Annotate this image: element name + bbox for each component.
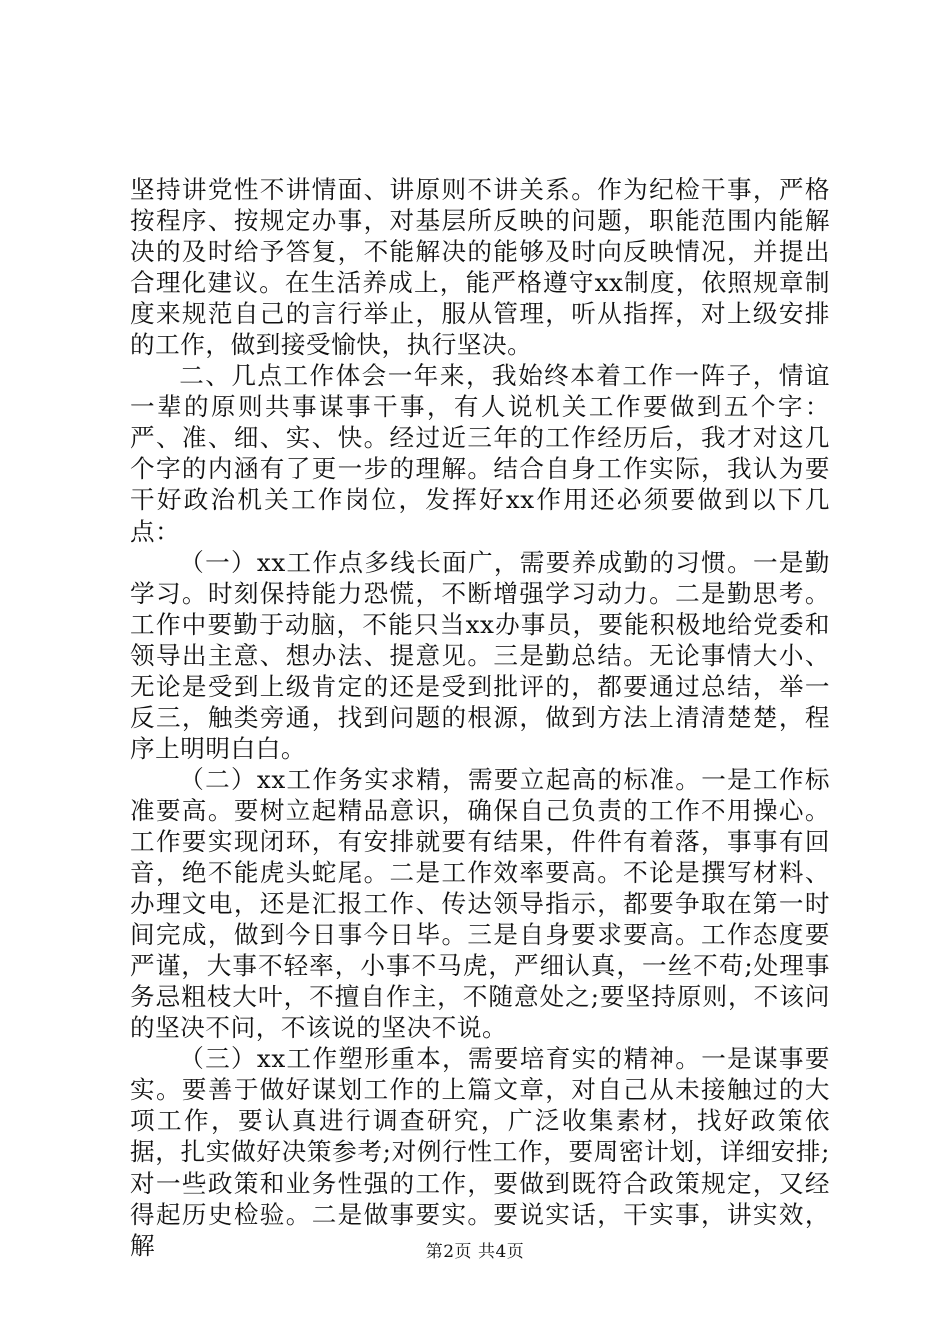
paragraph-3: （一）xx工作点多线长面广，需要养成勤的习惯。一是勤学习。时刻保持能力恐慌，不断增强学习动力。二是勤思考。工作中要勤于动脑，不能只当xx办事员，要能积极地给党委和领导出主意、想办法、提意见。三是勤总结。无论事情大小、无论是受到上级肯定的还是受到批评的，都要通过总结，举一反三，触类旁通，找到问题的根源，做到方法上清清楚楚，程序上明明白白。 <box>130 547 830 763</box>
paragraph-5: （三）xx工作塑形重本，需要培育实的精神。一是谋事要实。要善于做好谋划工作的上篇文章，对自己从未接触过的大项工作，要认真进行调查研究，广泛收集素材，找好政策依据，扎实做好决策参考;对例行性工作，要周密计划，详细安排;对一些政策和业务性强的工作，要做到既符合政策规定，又经得起历史检验。二是做事要实。要说实话，干实事，讲实效，解 <box>130 1044 830 1260</box>
document-body <box>130 174 830 1261</box>
page-footer: 第2页 共4页 <box>425 1242 525 1262</box>
paragraph-4: （二）xx工作务实求精，需要立起高的标准。一是工作标准要高。要树立起精品意识，确保自己负责的工作不用操心。工作要实现闭环，有安排就要有结果，件件有着落，事事有回音，绝不能虎头蛇尾。二是工作效率要高。不论是撰写材料、办理文电，还是汇报工作、传达领导指示，都要争取在第一时间完成，做到今日事今日毕。三是自身要求要高。工作态度要严谨，大事不轻率，小事不马虎，严细认真，一丝不苟;处理事务忌粗枝大叶，不擅自作主，不随意处之;要坚持原则，不该问的坚决不问，不该说的坚决不说。 <box>130 764 830 1043</box>
paragraph-2: 二、几点工作体会一年来，我始终本着工作一阵子，情谊一辈的原则共事谋事干事，有人说机关工作要做到五个字：严、准、细、实、快。经过近三年的工作经历后，我才对这几个字的内涵有了更一步的理解。结合自身工作实际，我认为要干好政治机关工作岗位，发挥好xx作用还必须要做到以下几点： <box>130 361 830 546</box>
paragraph-1: 坚持讲党性不讲情面、讲原则不讲关系。作为纪检干事，严格按程序、按规定办事，对基层所反映的问题，职能范围内能解决的及时给予答复，不能解决的能够及时向反映情况，并提出合理化建议。在生活养成上，能严格遵守xx制度，依照规章制度来规范自己的言行举止，服从管理，听从指挥，对上级安排的工作，做到接受愉快，执行坚决。 <box>130 175 830 360</box>
